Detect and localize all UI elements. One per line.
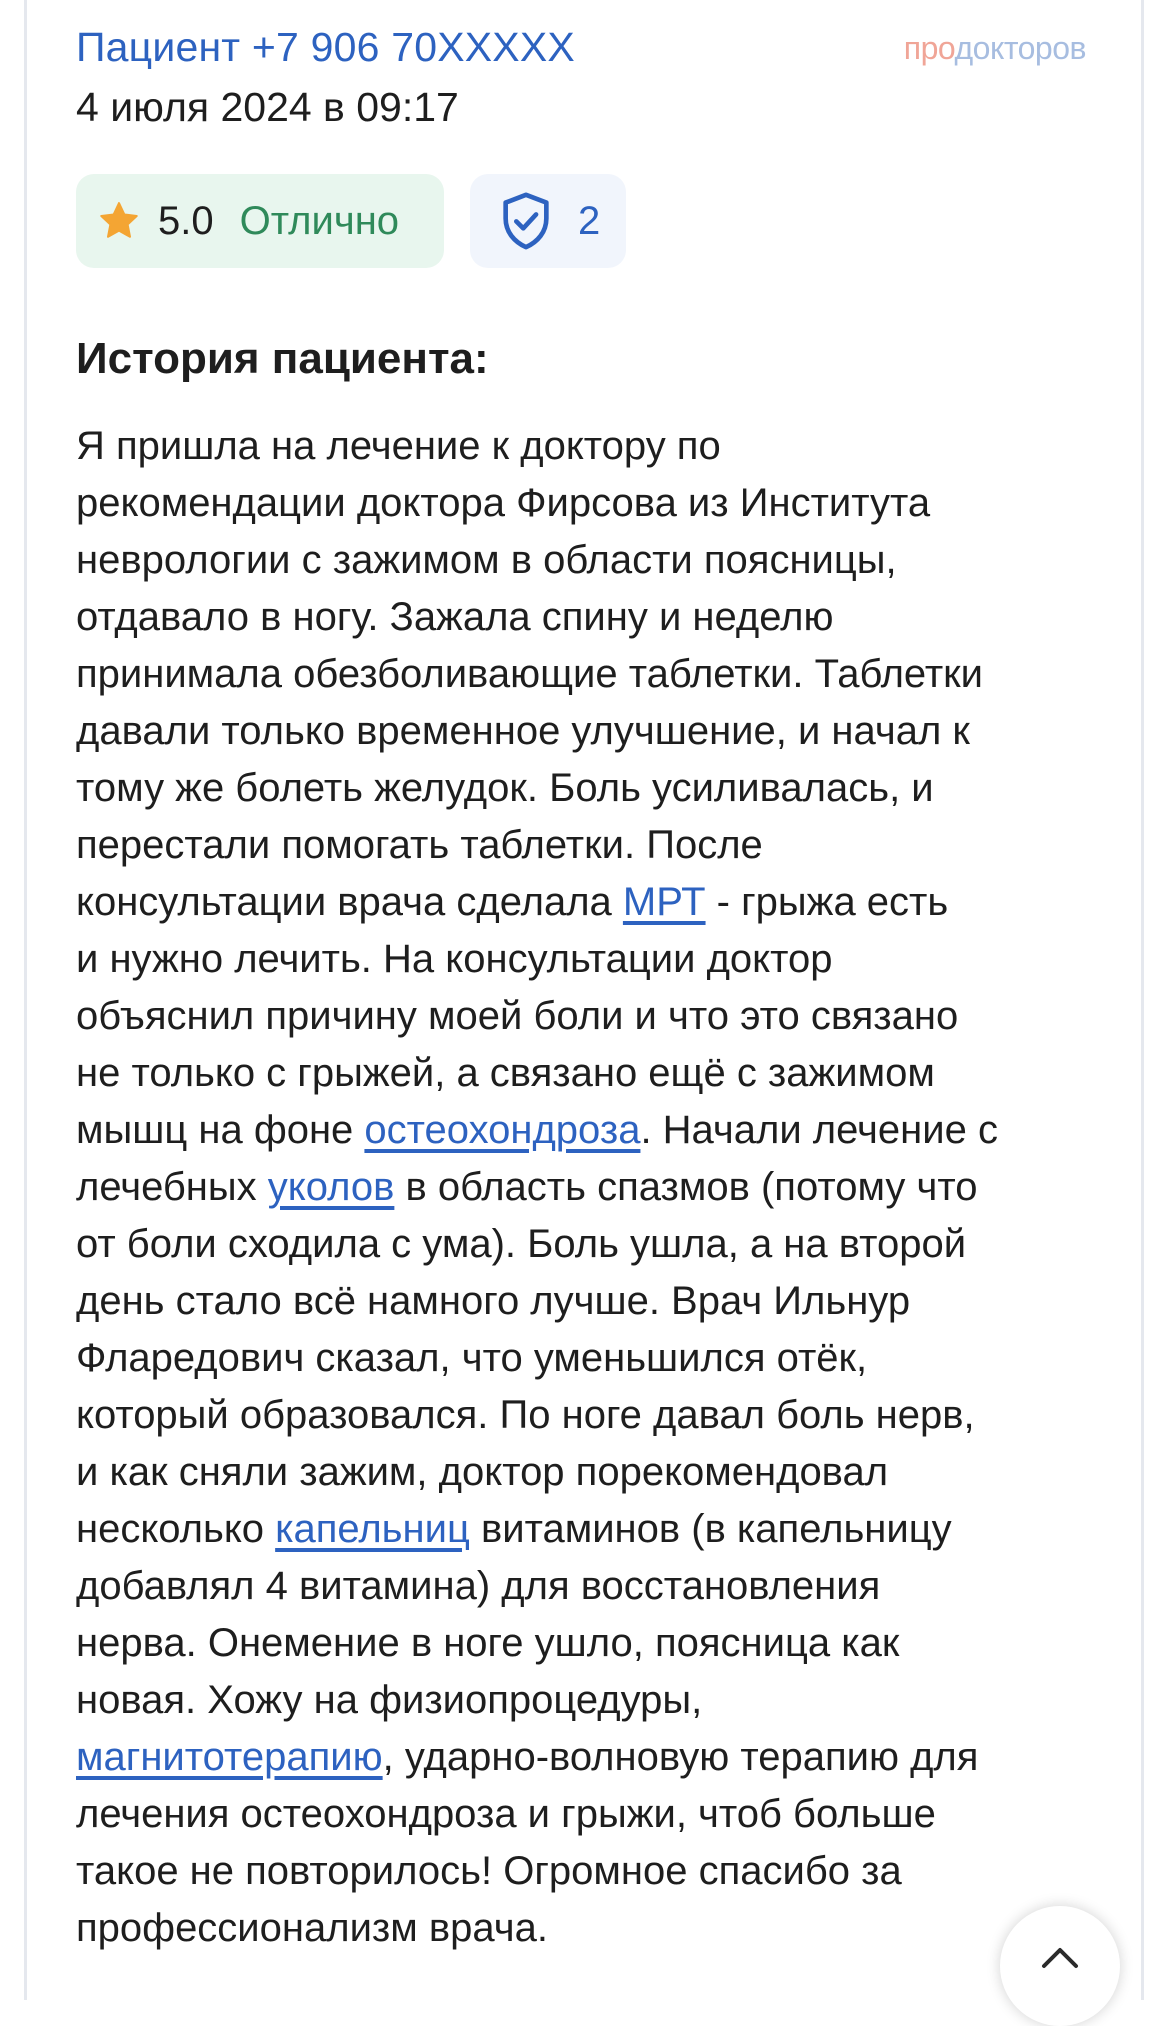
text-fragment: неврологии с зажимом в области поясницы, xyxy=(76,538,897,582)
review-text-line xyxy=(76,760,1096,817)
review-text-line xyxy=(76,418,1096,475)
review-date: 4 июля 2024 в 09:17 xyxy=(76,84,459,130)
review-text xyxy=(76,418,1096,1957)
text-fragment: принимала обезболивающие таблетки. Таблетки xyxy=(76,652,984,696)
text-fragment: добавлял 4 витамина) для восстановления xyxy=(76,1564,881,1608)
text-fragment: новая. Хожу на физиопроцедуры, xyxy=(76,1678,703,1722)
review-text-line xyxy=(76,1843,1096,1900)
text-fragment: который образовался. По ноге давал боль нерв, xyxy=(76,1393,975,1437)
text-fragment: день стало всё намного лучше. Врач Ильнур xyxy=(76,1279,911,1323)
text-fragment: мышц на фоне xyxy=(76,1108,365,1152)
review-text-line xyxy=(76,1786,1096,1843)
text-fragment: и нужно лечить. На консультации доктор xyxy=(76,937,833,981)
text-fragment: тому же болеть желудок. Боль усиливалась, и xyxy=(76,766,934,810)
text-fragment: рекомендации доктора Фирсова из Института xyxy=(76,481,931,525)
rating-label: Отлично xyxy=(239,198,400,243)
verified-count: 2 xyxy=(578,198,601,243)
text-fragment: - грыжа есть xyxy=(705,880,949,924)
review-text-line xyxy=(76,1615,1096,1672)
inline-link[interactable]: уколов xyxy=(267,1165,395,1209)
review-text-line xyxy=(76,988,1096,1045)
shield-check-icon xyxy=(496,190,556,252)
review-text-line xyxy=(76,874,1096,931)
brand-logo-part2: докторов xyxy=(954,30,1086,66)
inline-link[interactable]: остеохондроза xyxy=(364,1108,641,1152)
inline-link[interactable]: капельниц xyxy=(275,1507,470,1551)
rating-badge xyxy=(76,174,444,268)
review-text-line xyxy=(76,475,1096,532)
text-fragment: нерва. Онемение в ноге ушло, поясница как xyxy=(76,1621,900,1665)
text-fragment: перестали помогать таблетки. После xyxy=(76,823,763,867)
review-text-line xyxy=(76,1330,1096,1387)
review-text-line xyxy=(76,1159,1096,1216)
review-text-line xyxy=(76,703,1096,760)
review-text-line xyxy=(76,1900,1096,1957)
rating-score: 5.0 xyxy=(158,198,214,243)
review-text-line xyxy=(76,646,1096,703)
text-fragment: Я пришла на лечение к доктору по xyxy=(76,424,721,468)
review-text-line xyxy=(76,1045,1096,1102)
inline-link[interactable]: магнитотерапию xyxy=(76,1735,383,1779)
text-fragment: от боли сходила с ума). Боль ушла, а на второй xyxy=(76,1222,967,1266)
text-fragment: лечения остеохондроза и грыжи, чтоб больше xyxy=(76,1792,936,1836)
text-fragment: и как сняли зажим, доктор порекомендовал xyxy=(76,1450,889,1494)
review-text-line xyxy=(76,1273,1096,1330)
review-text-line xyxy=(76,1444,1096,1501)
review-text-line xyxy=(76,1387,1096,1444)
text-fragment: объяснил причину моей боли и что это связано xyxy=(76,994,959,1038)
text-fragment: профессионализм врача. xyxy=(76,1906,548,1950)
text-fragment: отдавало в ногу. Зажала спину и неделю xyxy=(76,595,834,639)
review-text-line xyxy=(76,817,1096,874)
text-fragment: витаминов (в капельницу xyxy=(469,1507,952,1551)
review-text-line xyxy=(76,1216,1096,1273)
text-fragment: консультации врача сделала xyxy=(76,880,623,924)
scroll-top-button[interactable] xyxy=(1000,1906,1120,2026)
text-fragment: не только с грыжей, а связано ещё с зажимом xyxy=(76,1051,935,1095)
brand-logo xyxy=(904,30,1086,67)
text-fragment: Фларедович сказал, что уменьшился отёк, xyxy=(76,1336,868,1380)
review-text-line xyxy=(76,532,1096,589)
review-text-line xyxy=(76,931,1096,988)
chevron-up-icon xyxy=(1040,1944,1080,1970)
review-text-line xyxy=(76,1102,1096,1159)
verified-badge[interactable] xyxy=(470,174,626,268)
review-text-line xyxy=(76,1501,1096,1558)
text-fragment: несколько xyxy=(76,1507,276,1551)
inline-link[interactable]: МРТ xyxy=(622,880,706,924)
review-text-line xyxy=(76,1729,1096,1786)
brand-logo-part1: про xyxy=(903,30,955,66)
text-fragment: такое не повторилось! Огромное спасибо за xyxy=(76,1849,902,1893)
review-text-line xyxy=(76,589,1096,646)
text-fragment: давали только временное улучшение, и начал к xyxy=(76,709,970,753)
text-fragment: лечебных xyxy=(76,1165,268,1209)
star-icon xyxy=(98,200,140,242)
text-fragment: , ударно-волновую терапию для xyxy=(382,1735,979,1779)
review-author: Пациент +7 906 70XXXXX xyxy=(76,24,575,70)
text-fragment: в область спазмов (потому что xyxy=(394,1165,978,1209)
text-fragment: . Начали лечение с xyxy=(640,1108,998,1152)
review-text-line xyxy=(76,1672,1096,1729)
section-title: История пациента: xyxy=(76,334,489,383)
review-text-line xyxy=(76,1558,1096,1615)
